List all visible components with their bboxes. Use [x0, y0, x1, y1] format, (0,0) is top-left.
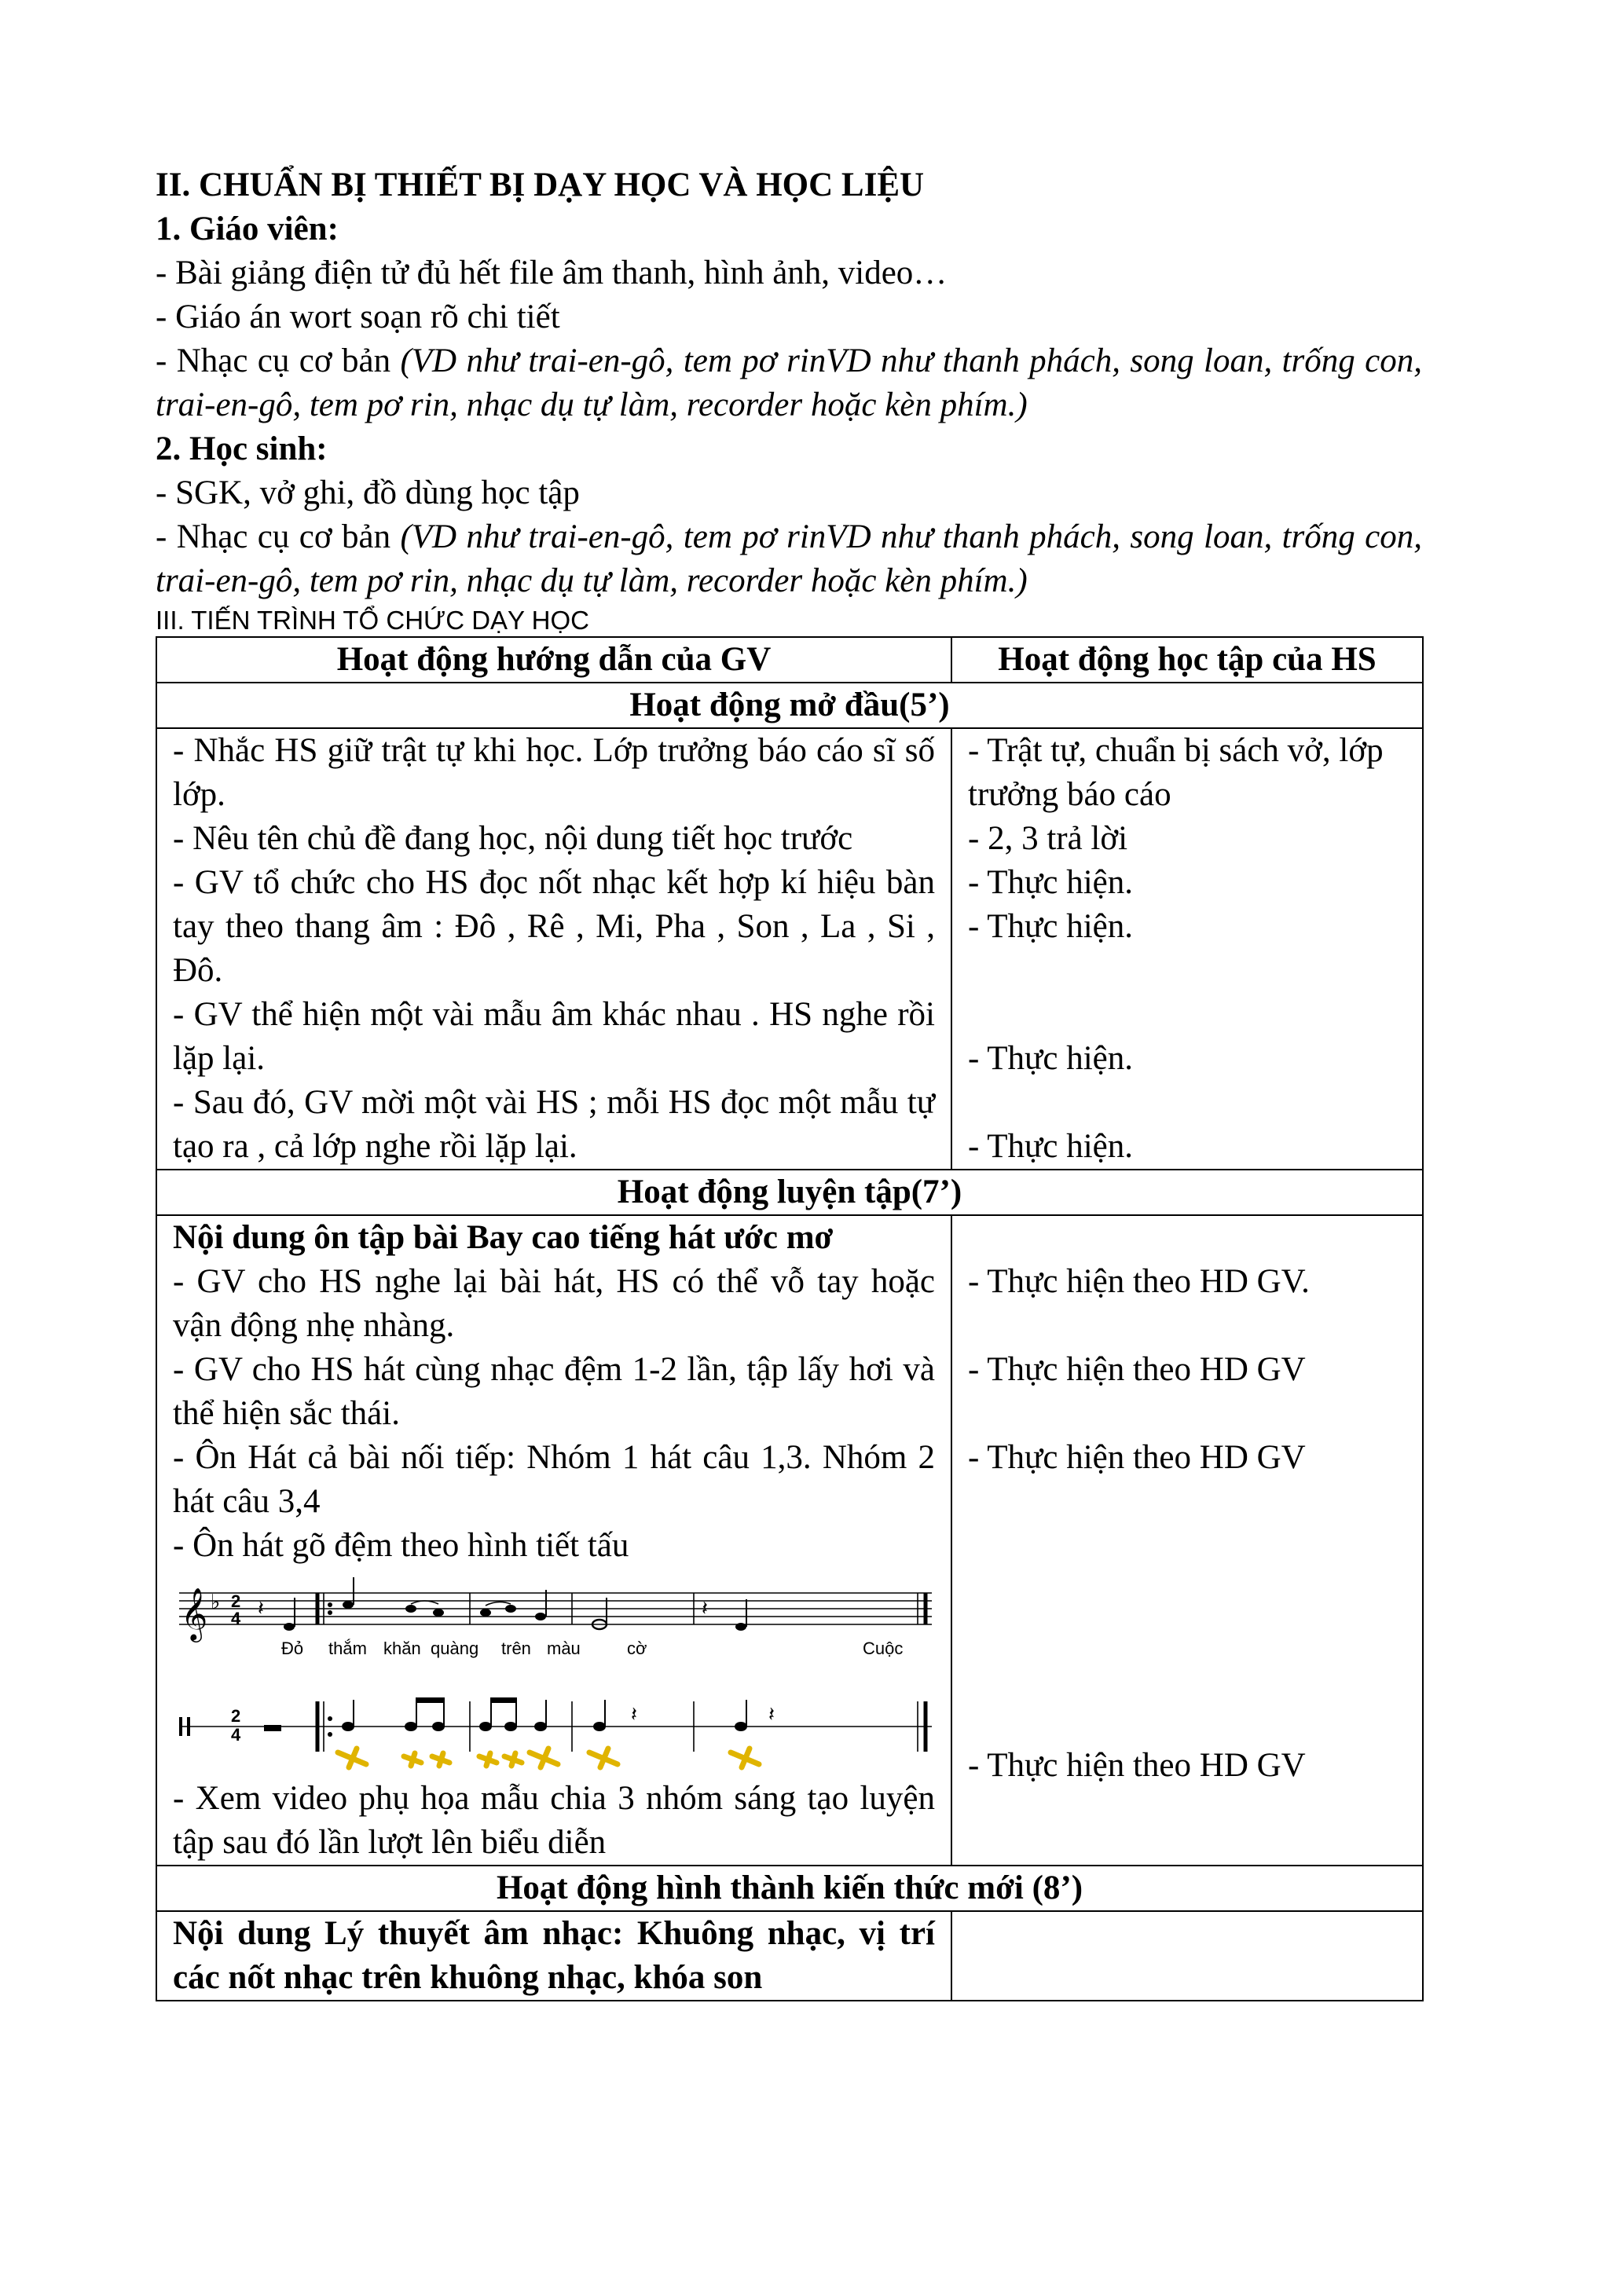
table-row	[156, 728, 1423, 1170]
drumstick-icon	[338, 1749, 366, 1767]
opening-title: Hoạt động mở đầu(5’)	[156, 683, 1423, 728]
section-3-title: III. TIẾN TRÌNH TỔ CHỨC DẠY HỌC	[156, 606, 589, 635]
gv-step: - Nêu tên chủ đề đang học, nội dung tiết học trước	[173, 820, 853, 857]
instrument-examples: (VD như trai-en-gô, tem pơ rinVD như thanh phách, song loan, trống con, trai-en-gô, tem pơ rin, nhạc dụ tự làm, recorder hoặc kèn phím.)	[156, 518, 1422, 599]
score-lyrics	[281, 1639, 903, 1658]
teacher-instruments	[156, 339, 1422, 427]
header-hs: Hoạt động học tập của HS	[951, 637, 1423, 683]
lyric: thắm	[328, 1639, 367, 1658]
hs-step: - Thực hiện theo HD GV	[968, 1351, 1306, 1388]
drumstick-icon	[589, 1749, 618, 1767]
lyric: trên	[501, 1639, 531, 1658]
table-header-row	[156, 637, 1423, 683]
section-2-title: II. CHUẨN BỊ THIẾT BỊ DẠY HỌC VÀ HỌC LIỆU	[156, 167, 925, 203]
instrument-prefix: - Nhạc cụ cơ bản	[156, 342, 401, 379]
lyric: quàng	[431, 1639, 479, 1658]
table-row	[156, 1215, 1423, 1866]
student-item: - SGK, vở ghi, đồ dùng học tập	[156, 474, 580, 511]
gv-step: - Xem video phụ họa mẫu chia 3 nhóm sáng tạo luyện tập sau đó lần lượt lên biểu diễn	[173, 1780, 935, 1861]
hs-step: - Thực hiện theo HD GV	[968, 1747, 1306, 1784]
hs-step: - Thực hiện theo HD GV.	[968, 1263, 1310, 1300]
content-title: Nội dung ôn tập bài Bay cao tiếng hát ước mơ	[173, 1219, 834, 1256]
hs-step: - Trật tự, chuẩn bị sách vở, lớp trưởng báo cáo	[968, 732, 1384, 813]
quarter-rest-icon: 𝄽	[631, 1702, 637, 1726]
drumstick-icon	[479, 1753, 497, 1766]
rhythm-score	[171, 1576, 933, 1772]
table-row	[156, 1911, 1423, 2001]
quarter-rest-icon: 𝄽	[258, 1596, 264, 1620]
lyric: Cuộc	[863, 1639, 904, 1658]
rhythm-notes	[343, 1698, 746, 1730]
melody-note	[284, 1598, 295, 1631]
gv-step: - Sau đó, GV mời một vài HS ; mỗi HS đọc một mẫu tự tạo ra , cả lớp nghe rồi lặp lại.	[173, 1084, 935, 1165]
flat-icon: ♭	[211, 1590, 221, 1613]
hs-step: - Thực hiện.	[968, 1128, 1133, 1165]
hs-cell	[951, 728, 1423, 1170]
lyric: màu	[547, 1639, 581, 1658]
header-gv: Hoạt động hướng dẫn của GV	[156, 637, 951, 683]
student-instruments	[156, 515, 1422, 603]
gv-step: - Nhắc HS giữ trật tự khi học. Lớp trưởng báo cáo sĩ số lớp.	[173, 732, 935, 813]
perc-time-bottom: 4	[231, 1725, 241, 1745]
gv-cell	[156, 728, 951, 1170]
whole-rest-icon	[264, 1725, 281, 1731]
lyric: cờ	[627, 1639, 647, 1658]
section-row-practice	[156, 1170, 1423, 1215]
lyric: Đỏ	[281, 1639, 304, 1658]
drumstick-icon	[404, 1753, 421, 1766]
hs-step: - Thực hiện theo HD GV	[968, 1439, 1306, 1476]
drumstick-icon	[432, 1753, 449, 1766]
drumstick-icons	[338, 1749, 759, 1767]
perc-time-top: 2	[231, 1706, 241, 1726]
content-title: Nội dung Lý thuyết âm nhạc: Khuông nhạc, vị trí các nốt nhạc trên khuông nhạc, khóa son	[173, 1915, 935, 1996]
instrument-prefix: - Nhạc cụ cơ bản	[156, 518, 401, 555]
lyric: khăn	[383, 1639, 421, 1658]
melody-staff	[179, 1593, 932, 1624]
melody-time-top: 2	[231, 1591, 241, 1611]
hs-step: - Thực hiện.	[968, 1040, 1133, 1077]
melody-note	[535, 1590, 546, 1620]
teacher-heading: 1. Giáo viên:	[156, 211, 339, 247]
section-row-opening	[156, 683, 1423, 728]
hs-cell	[951, 1215, 1423, 1866]
teacher-item: - Bài giảng điện tử đủ hết file âm thanh, hình ảnh, video…	[156, 255, 948, 291]
gv-step: - GV cho HS nghe lại bài hát, HS có thể vỗ tay hoặc vận động nhẹ nhàng.	[173, 1263, 935, 1344]
quarter-rest-icon: 𝄽	[768, 1702, 775, 1726]
hs-step: - 2, 3 trả lời	[968, 820, 1128, 857]
treble-clef-icon: 𝄞	[181, 1587, 208, 1640]
melody-note	[735, 1599, 746, 1631]
hs-step: - Thực hiện.	[968, 864, 1133, 901]
instrument-examples: (VD như trai-en-gô, tem pơ rinVD như thanh phách, song loan, trống con, trai-en-gô, tem pơ rin, nhạc dụ tự làm, recorder hoặc kèn phím.)	[156, 342, 1422, 423]
melody-time-bottom: 4	[231, 1609, 241, 1628]
new-knowledge-title: Hoạt động hình thành kiến thức mới (8’)	[156, 1866, 1423, 1911]
gv-cell	[156, 1911, 951, 2001]
practice-title: Hoạt động luyện tập(7’)	[156, 1170, 1423, 1215]
hs-step: - Thực hiện.	[968, 908, 1133, 945]
drumstick-icon	[504, 1753, 522, 1766]
hs-cell	[951, 1911, 1423, 2001]
gv-step: - GV tổ chức cho HS đọc nốt nhạc kết hợp kí hiệu bàn tay theo thang âm : Đô , Rê , Mi, Pha , Son , La , Si , Đô.	[173, 864, 935, 989]
gv-step: - GV cho HS hát cùng nhạc đệm 1-2 lần, tập lấy hơi và thể hiện sắc thái.	[173, 1351, 935, 1432]
drumstick-icon	[530, 1749, 558, 1767]
quarter-rest-icon: 𝄽	[702, 1596, 708, 1620]
student-heading: 2. Học sinh:	[156, 430, 328, 467]
teacher-item: - Giáo án wort soạn rõ chi tiết	[156, 298, 560, 335]
gv-step: - Ôn hát gõ đệm theo hình tiết tấu	[173, 1527, 629, 1564]
drumstick-icon	[731, 1749, 759, 1767]
gv-step: - Ôn Hát cả bài nối tiếp: Nhóm 1 hát câu 1,3. Nhóm 2 hát câu 3,4	[173, 1439, 935, 1520]
document-page	[156, 157, 1422, 2001]
gv-cell	[156, 1215, 951, 1866]
section-row-new-knowledge	[156, 1866, 1423, 1911]
gv-step: - GV thể hiện một vài mẫu âm khác nhau . HS nghe rồi lặp lại.	[173, 996, 935, 1077]
lesson-plan-table	[156, 636, 1424, 2001]
